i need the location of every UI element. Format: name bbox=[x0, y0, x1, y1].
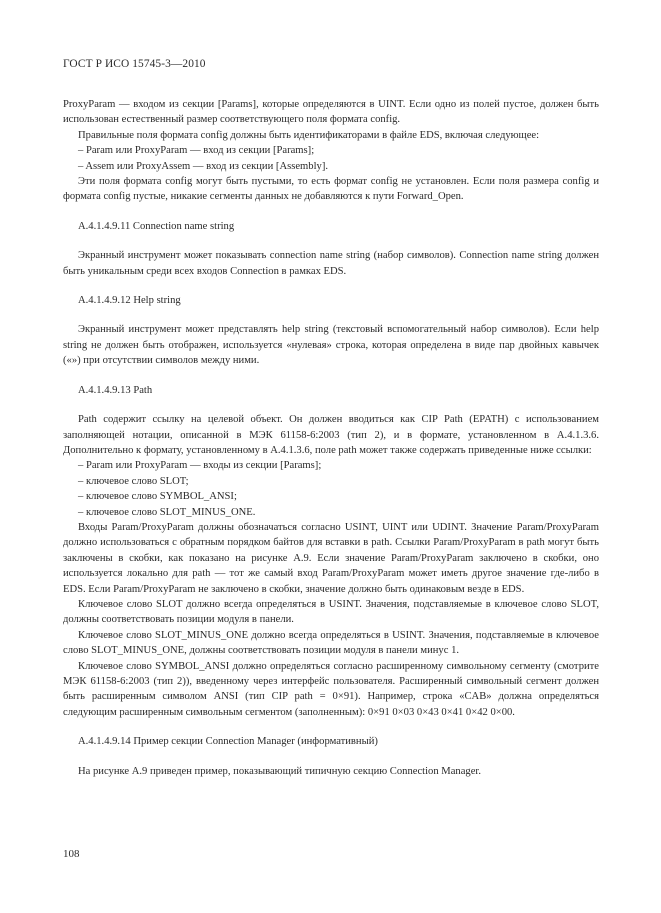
paragraph: Эти поля формата config могут быть пустыми, то есть формат config не установлен. Если поля размера config и формата config пустые, никакие сегменты данных не добавляются к пути Forward_Open. bbox=[63, 176, 599, 203]
list-item: – Param или ProxyParam — вход из секции [Params]; bbox=[78, 145, 315, 157]
paragraph: ProxyParam — входом из секции [Params], которые определяются в UINT. Если одно из полей пустое, должен быть использован естественный размер соответствующего поля формата config. bbox=[63, 99, 599, 126]
document-header: ГОСТ Р ИСО 15745-3—2010 bbox=[63, 58, 206, 70]
list-item: – ключевое слово SLOT; bbox=[78, 475, 189, 487]
section-heading: A.4.1.4.9.13 Path bbox=[78, 384, 153, 396]
paragraph: Входы Param/ProxyParam должны обозначаться согласно USINT, UINT или UDINT. Значение Param/ProxyParam должно использоваться с обратным порядком байтов для вставки в path. Ссылки Param/ProxyParam в path могут быть заключены в скобки, как показано на рисунке A.9. Если значение Param/ProxyParam заключено в скобки, оно используется локально для path — тот же самый вход Param/ProxyParam может иметь другое значение где-либо в EDS. Если Param/ProxyParam не заключено в скобки, значение должно быть одинаковым везде в EDS. bbox=[63, 521, 599, 595]
paragraph: Path содержит ссылку на целевой объект. Он должен вводиться как CIP Path (EPATH) с использованием заполняющей нотации, описанной в МЭК 61158-6:2003 (тип 2), и в формате, установленном в A.4.1.3.6. Дополнительно к формату, установленному в A.4.1.3.6, поле path может также содержать приведенные ниже ссылки: bbox=[63, 414, 599, 456]
section-heading: A.4.1.4.9.11 Connection name string bbox=[78, 220, 235, 232]
section-heading: A.4.1.4.9.12 Help string bbox=[78, 295, 181, 307]
paragraph: Экранный инструмент может показывать connection name string (набор символов). Connection name string должен быть уникальным среди всех входов Connection в рамках EDS. bbox=[63, 250, 599, 277]
paragraph: На рисунке A.9 приведен пример, показывающий типичную секцию Connection Manager. bbox=[78, 765, 482, 777]
section-heading: A.4.1.4.9.14 Пример секции Connection Manager (информативный) bbox=[78, 736, 378, 748]
paragraph: Ключевое слово SLOT должно всегда определяться в USINT. Значения, подставляемые в ключевое слово SLOT, должны соответствовать позиции модуля в панели. bbox=[63, 598, 599, 626]
list-item: – Assem или ProxyAssem — вход из секции [Assembly]. bbox=[78, 160, 329, 172]
list-item: – ключевое слово SYMBOL_ANSI; bbox=[78, 491, 237, 503]
list-item: – ключевое слово SLOT_MINUS_ONE. bbox=[78, 506, 256, 518]
paragraph: Правильные поля формата config должны быть идентификаторами в файле EDS, включая следующее: bbox=[78, 129, 540, 141]
list-item: – Param или ProxyParam — входы из секции [Params]; bbox=[78, 460, 322, 472]
paragraph: Ключевое слово SLOT_MINUS_ONE должно всегда определяться в USINT. Значения, подставляемые в ключевое слово SLOT_MINUS_ONE, должны соответствовать позиции модуля в панели минус 1. bbox=[63, 629, 599, 657]
document-body bbox=[63, 97, 599, 779]
page-number: 108 bbox=[63, 848, 80, 860]
paragraph: Экранный инструмент может представлять help string (текстовый вспомогательный набор символов). Если help string не должен быть отображен, используется «нулевая» строка, которая определена в виде пар двойных кавычек («») при отсутствии символов между ними. bbox=[63, 324, 599, 367]
paragraph: Ключевое слово SYMBOL_ANSI должно определяться согласно расширенному символьному сегменту (смотрите МЭК 61158-6:2003 (тип 2)), введенному через интерфейс пользователя. Расширенный символьный сегмент должен быть расширенным символом ANSI (тип CIP path = 0×91). Например, строка «CAB» должна определяться следующим расширенным символьным сегментом (заполненным): 0×91 0×03 0×43 0×41 0×42 0×00. bbox=[63, 660, 599, 718]
